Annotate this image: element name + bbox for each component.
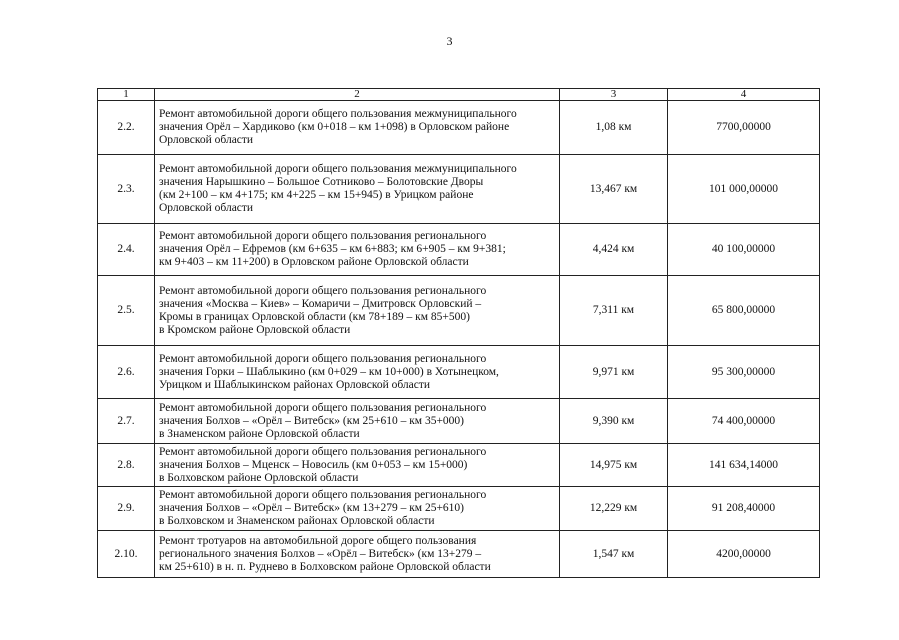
description-line: значения Болхов – Мценск – Новосиль (км 0+053 – км 15+000) [159,458,468,471]
description-line: в Болховском районе Орловской области [159,471,359,484]
description-line: значения Болхов – «Орёл – Витебск» (км 25+610 – км 35+000) [159,414,465,427]
row-length: 4,424 км [560,224,668,276]
row-length: 9,971 км [560,346,668,399]
table-row [98,346,820,399]
column-header-1: 1 [98,89,155,101]
table-row [98,531,820,578]
description-line: значения «Москва – Киев» – Комаричи – Дмитровск Орловский – [159,297,482,310]
row-description [155,444,560,487]
description-line: в Болховском и Знаменском районах Орловской области [159,515,435,527]
description-line: в Знаменском районе Орловской области [159,427,360,440]
table-row [98,399,820,444]
row-length: 14,975 км [560,444,668,487]
description-line: (км 2+100 – км 4+175; км 4+225 – км 15+945) в Урицком районе [159,189,474,201]
description-line: Ремонт автомобильной дороги общего пользования межмуниципального [159,163,517,175]
row-length: 13,467 км [560,155,668,224]
row-description [155,399,560,444]
row-description [155,101,560,155]
row-number: 2.4. [98,224,155,276]
row-description [155,276,560,346]
description-line: Ремонт автомобильной дороги общего пользования регионального [159,401,487,414]
description-line: км 25+610) в н. п. Руднево в Болховском районе Орловской области [159,560,491,573]
description-line: значения Нарышкино – Большое Сотниково – Болотовские Дворы [159,176,484,188]
row-number: 2.8. [98,444,155,487]
description-line: Ремонт автомобильной дороги общего пользования регионального [159,352,487,365]
table-row [98,224,820,276]
works-table [97,88,820,578]
row-number: 2.9. [98,487,155,531]
row-description [155,155,560,224]
row-length: 1,547 км [560,531,668,578]
row-amount: 40 100,00000 [668,224,820,276]
page-number: 3 [446,34,453,48]
row-amount: 74 400,00000 [668,399,820,444]
row-number: 2.2. [98,101,155,155]
description-line: Ремонт автомобильной дороги общего пользования регионального [159,445,487,458]
table-row [98,155,820,224]
column-header-4: 4 [668,89,820,101]
row-number: 2.10. [98,531,155,578]
row-description [155,346,560,399]
table-row [98,276,820,346]
description-line: Орловской области [159,134,254,146]
row-amount: 95 300,00000 [668,346,820,399]
row-amount: 101 000,00000 [668,155,820,224]
row-amount: 65 800,00000 [668,276,820,346]
row-length: 12,229 км [560,487,668,531]
description-line: Кромы в границах Орловской области (км 78+189 – км 85+500) [159,310,470,323]
table-header-row [98,89,820,101]
description-line: регионального значения Болхов – «Орёл – Витебск» (км 13+279 – [159,547,482,560]
table-row [98,101,820,155]
row-number: 2.3. [98,155,155,224]
row-amount: 4200,00000 [668,531,820,578]
description-line: Ремонт автомобильной дороги общего пользования регионального [159,489,487,501]
description-line: Ремонт автомобильной дороги общего пользования регионального [159,230,487,242]
row-number: 2.7. [98,399,155,444]
row-number: 2.6. [98,346,155,399]
description-line: значения Орёл – Хардиково (км 0+018 – км 1+098) в Орловском районе [159,121,510,133]
description-line: Орловской области [159,202,254,214]
description-line: в Кромском районе Орловской области [159,323,351,336]
row-description [155,487,560,531]
row-amount: 7700,00000 [668,101,820,155]
row-length: 7,311 км [560,276,668,346]
description-line: Урицком и Шаблыкинском районах Орловской области [159,378,431,391]
description-line: значения Болхов – «Орёл – Витебск» (км 13+279 – км 25+610) [159,502,465,514]
description-line: Ремонт автомобильной дороги общего пользования межмуниципального [159,108,517,120]
description-line: км 9+403 – км 11+200) в Орловском районе Орловской области [159,256,469,268]
column-header-3: 3 [560,89,668,101]
description-line: значения Горки – Шаблыкино (км 0+029 – км 10+000) в Хотынецком, [159,365,499,378]
row-number: 2.5. [98,276,155,346]
table-row [98,487,820,531]
description-line: Ремонт тротуаров на автомобильной дороге общего пользования [159,534,477,547]
row-description [155,224,560,276]
description-line: Ремонт автомобильной дороги общего пользования регионального [159,284,487,297]
column-header-2: 2 [155,89,560,101]
row-amount: 141 634,14000 [668,444,820,487]
row-length: 9,390 км [560,399,668,444]
description-line: значения Орёл – Ефремов (км 6+635 – км 6+883; км 6+905 – км 9+381; [159,243,506,255]
table-row [98,444,820,487]
row-description [155,531,560,578]
row-length: 1,08 км [560,101,668,155]
row-amount: 91 208,40000 [668,487,820,531]
